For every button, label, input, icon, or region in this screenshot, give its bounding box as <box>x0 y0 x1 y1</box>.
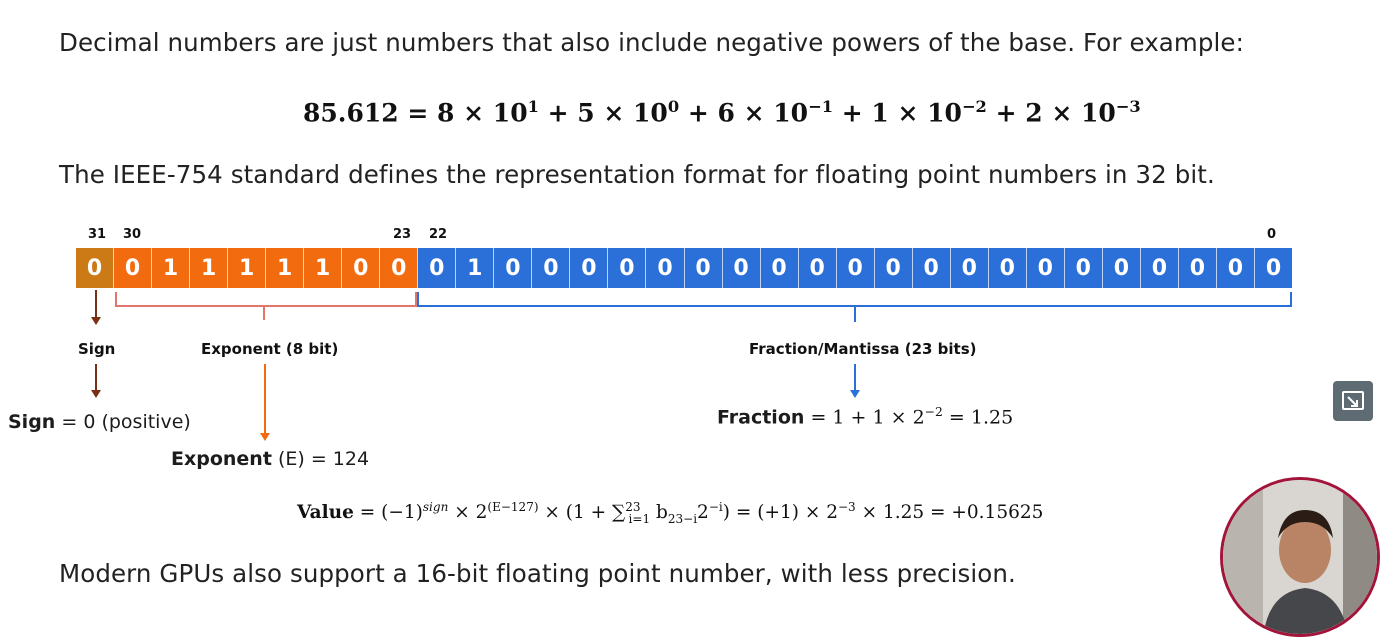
equation-decimal-expansion: $85.612 = 8 \times 10^1 + 5 \times 10^0 + 6 \times 10^{-1} + 1 \times 10^{-2} + 2 \times 10^{-3}$ <box>303 97 1141 128</box>
exponent-bit-5: 1 <box>304 248 342 288</box>
paragraph-decimal: Decimal numbers are just numbers that also include negative powers of the base. For example: <box>59 28 1244 57</box>
exponent-arrow-head <box>260 433 270 441</box>
sign-bit-0: 0 <box>76 248 114 288</box>
fraction-bit-14: 0 <box>951 248 989 288</box>
fraction-label: Fraction/Mantissa (23 bits) <box>749 340 977 358</box>
fraction-bit-18: 0 <box>1103 248 1141 288</box>
fraction-bit-1: 1 <box>456 248 494 288</box>
fraction-bit-12: 0 <box>875 248 913 288</box>
fraction-bit-3: 0 <box>532 248 570 288</box>
fraction-bit-9: 0 <box>761 248 799 288</box>
presenter-video-frame <box>1223 480 1380 637</box>
fraction-bit-13: 0 <box>913 248 951 288</box>
fraction-bit-19: 0 <box>1141 248 1179 288</box>
exponent-bit-2: 1 <box>190 248 228 288</box>
sign-label: Sign <box>78 340 116 358</box>
value-formula: Value = $(-1)^{sign} \times 2^{(E-127)} \times (1 + \sum^{23}_{i=1}$ $b_{23-i}2^{-i}) = (+1) \times 2^{-3} \times 1.25 = +0.15625$ <box>297 500 1044 526</box>
fraction-bracket <box>418 292 1291 322</box>
fraction-bit-8: 0 <box>723 248 761 288</box>
exponent-bit-6: 0 <box>342 248 380 288</box>
fraction-bit-21: 0 <box>1217 248 1255 288</box>
exponent-label: Exponent (8 bit) <box>201 340 339 358</box>
fraction-bit-0: 0 <box>418 248 456 288</box>
fraction-bit-4: 0 <box>570 248 608 288</box>
fraction-result: Fraction = $1 + 1 \times 2^{-2} = 1.25$ <box>717 405 1014 429</box>
fraction-bit-16: 0 <box>1027 248 1065 288</box>
bit-position-23: 23 <box>393 227 412 242</box>
exponent-bit-1: 1 <box>152 248 190 288</box>
equation-lhs: 85.612 <box>303 98 399 128</box>
fraction-bit-5: 0 <box>608 248 646 288</box>
fraction-bit-17: 0 <box>1065 248 1103 288</box>
exponent-bit-3: 1 <box>228 248 266 288</box>
exponent-bit-0: 0 <box>114 248 152 288</box>
fraction-arrow-head <box>850 390 860 398</box>
expand-button[interactable] <box>1333 381 1373 421</box>
fraction-bit-22: 0 <box>1255 248 1292 288</box>
exponent-bit-7: 0 <box>380 248 418 288</box>
fraction-bit-10: 0 <box>799 248 837 288</box>
fraction-bit-20: 0 <box>1179 248 1217 288</box>
exponent-bracket <box>116 292 416 320</box>
fraction-bit-11: 0 <box>837 248 875 288</box>
exponent-result: Exponent (E) = 124 <box>171 448 370 470</box>
expand-icon <box>1333 381 1373 421</box>
sign-arrow-lower-head <box>91 390 101 398</box>
fraction-bit-2: 0 <box>494 248 532 288</box>
sign-result: Sign = 0 (positive) <box>8 411 191 433</box>
bit-position-22: 22 <box>429 227 448 242</box>
sign-arrow-upper-head <box>91 317 101 325</box>
paragraph-fp16: Modern GPUs also support a 16-bit floating point number, with less precision. <box>59 559 1016 588</box>
exponent-bit-4: 1 <box>266 248 304 288</box>
bit-position-0: 0 <box>1267 227 1277 242</box>
bit-position-31: 31 <box>88 227 107 242</box>
paragraph-ieee754: The IEEE-754 standard defines the representation format for floating point numbers in 32 bit. <box>59 160 1215 189</box>
fraction-bit-15: 0 <box>989 248 1027 288</box>
bit-position-30: 30 <box>123 227 142 242</box>
presenter-webcam <box>1220 477 1380 637</box>
fraction-bit-7: 0 <box>685 248 723 288</box>
fraction-bit-6: 0 <box>646 248 684 288</box>
